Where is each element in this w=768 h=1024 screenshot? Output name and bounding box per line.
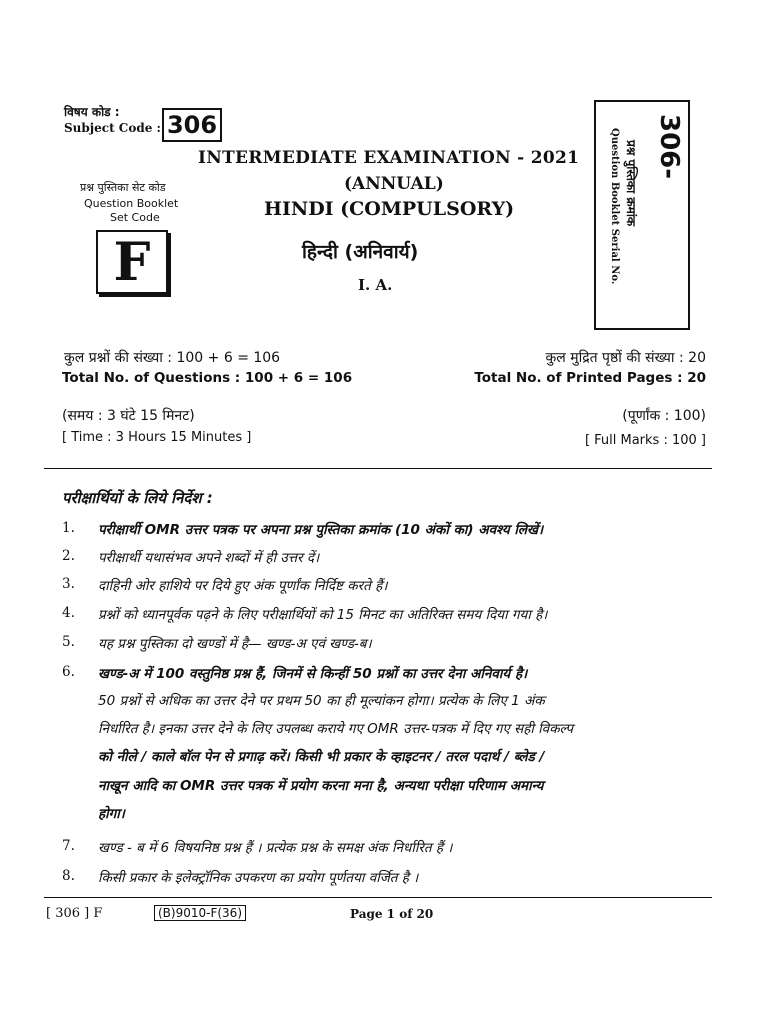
- total-pages: Total No. of Printed Pages : 20: [474, 370, 706, 386]
- subject-title-hindi: हिन्दी (अनिवार्य): [302, 241, 419, 263]
- serial-label-hindi: प्रश्न पुस्तिका क्रमांक: [624, 140, 638, 227]
- full-marks-hindi: (पूर्णांक : 100): [622, 408, 706, 424]
- instruction-continuation: निर्धारित है। इनका उत्तर देने के लिए उपलब्ध कराये गए OMR उत्तर-पत्रक में दिए गए सही विकल्प: [98, 721, 574, 737]
- instruction-text: प्रश्नों को ध्यानपूर्वक पढ़ने के लिए परीक्षार्थियों को 15 मिनट का अतिरिक्त समय दिया गया है।: [98, 607, 548, 623]
- instruction-text: दाहिनी ओर हाशिये पर दिये हुए अंक पूर्णांक निर्दिष्ट करते हैं।: [98, 578, 388, 594]
- exam-type: (ANNUAL): [344, 174, 444, 194]
- booklet-set-label-hindi: प्रश्न पुस्तिका सेट कोड: [80, 181, 166, 194]
- instruction-continuation: नाखून आदि का OMR उत्तर पत्रक में प्रयोग करना मना है, अन्यथा परीक्षा परिणाम अमान्य: [98, 778, 544, 794]
- instruction-number: 8.: [62, 868, 75, 884]
- exam-title: INTERMEDIATE EXAMINATION - 2021: [198, 148, 580, 168]
- instruction-number: 2.: [62, 548, 75, 564]
- subject-code-box: 306: [162, 108, 222, 142]
- instruction-number: 3.: [62, 576, 75, 592]
- instruction-continuation: को नीले / काले बॉल पेन से प्रगाढ़ करें। किसी भी प्रकार के व्हाइटनर / तरल पदार्थ / ब्लेड /: [98, 749, 545, 765]
- page-number: Page 1 of 20: [350, 907, 434, 921]
- booklet-serial-rotated: [596, 102, 688, 328]
- instruction-text: खण्ड-अ में 100 वस्तुनिष्ठ प्रश्न हैं, जिनमें से किन्हीं 50 प्रश्नों का उत्तर देना अनिवार्य है।: [98, 666, 528, 682]
- divider: [44, 468, 712, 469]
- booklet-set-label: Question Booklet: [84, 197, 179, 210]
- footer-paper-code: [ 306 ] F: [46, 906, 103, 921]
- subject-code-label-hindi: विषय कोड :: [64, 105, 120, 119]
- instruction-number: 5.: [62, 634, 75, 650]
- time-hindi: (समय : 3 घंटे 15 मिनट): [62, 408, 195, 424]
- full-marks: [ Full Marks : 100 ]: [584, 433, 706, 448]
- subject-code-label: Subject Code :: [64, 121, 161, 135]
- total-questions-hindi: कुल प्रश्नों की संख्या : 100 + 6 = 106: [64, 350, 281, 366]
- instruction-text: परीक्षार्थी यथासंभव अपने शब्दों में ही उत्तर दें।: [98, 550, 320, 566]
- set-code-box: F: [96, 230, 168, 294]
- instruction-text: यह प्रश्न पुस्तिका दो खण्डों में है— खण्ड-अ एवं खण्ड-ब।: [98, 636, 372, 652]
- total-questions: Total No. of Questions : 100 + 6 = 106: [62, 370, 353, 386]
- serial-label: Question Booklet Serial No.: [609, 128, 620, 285]
- instruction-number: 6.: [62, 664, 75, 680]
- booklet-set-label-line-2: Set Code: [110, 211, 160, 224]
- booklet-serial-box: [594, 100, 690, 330]
- instruction-text: किसी प्रकार के इलेक्ट्रॉनिक उपकरण का प्रयोग पूर्णतया वर्जित है ।: [98, 870, 419, 886]
- footer-divider: [44, 897, 712, 898]
- serial-code: 306-: [654, 114, 684, 180]
- instructions-heading: परीक्षार्थियों के लिये निर्देश :: [62, 489, 213, 507]
- instruction-number: 7.: [62, 838, 75, 854]
- stream-label: I. A.: [358, 276, 393, 294]
- time-allowed: [ Time : 3 Hours 15 Minutes ]: [62, 430, 252, 445]
- instruction-number: 1.: [62, 520, 75, 536]
- instruction-text: खण्ड - ब में 6 विषयनिष्ठ प्रश्न हैं । प्रत्येक प्रश्न के समक्ष अंक निर्धारित हैं ।: [98, 840, 453, 856]
- instruction-continuation: होगा।: [98, 806, 125, 822]
- instruction-continuation: 50 प्रश्नों से अधिक का उत्तर देने पर प्रथम 50 का ही मूल्यांकन होगा। प्रत्येक के लिए 1 अंक: [98, 693, 545, 709]
- instruction-number: 4.: [62, 605, 75, 621]
- subject-title: HINDI (COMPULSORY): [264, 198, 515, 220]
- instruction-text: परीक्षार्थी OMR उत्तर पत्रक पर अपना प्रश्न पुस्तिका क्रमांक (10 अंकों का) अवश्य लिखें।: [98, 522, 544, 538]
- total-pages-hindi: कुल मुद्रित पृष्ठों की संख्या : 20: [545, 350, 706, 366]
- footer-reference: (B)9010-F(36): [154, 905, 246, 921]
